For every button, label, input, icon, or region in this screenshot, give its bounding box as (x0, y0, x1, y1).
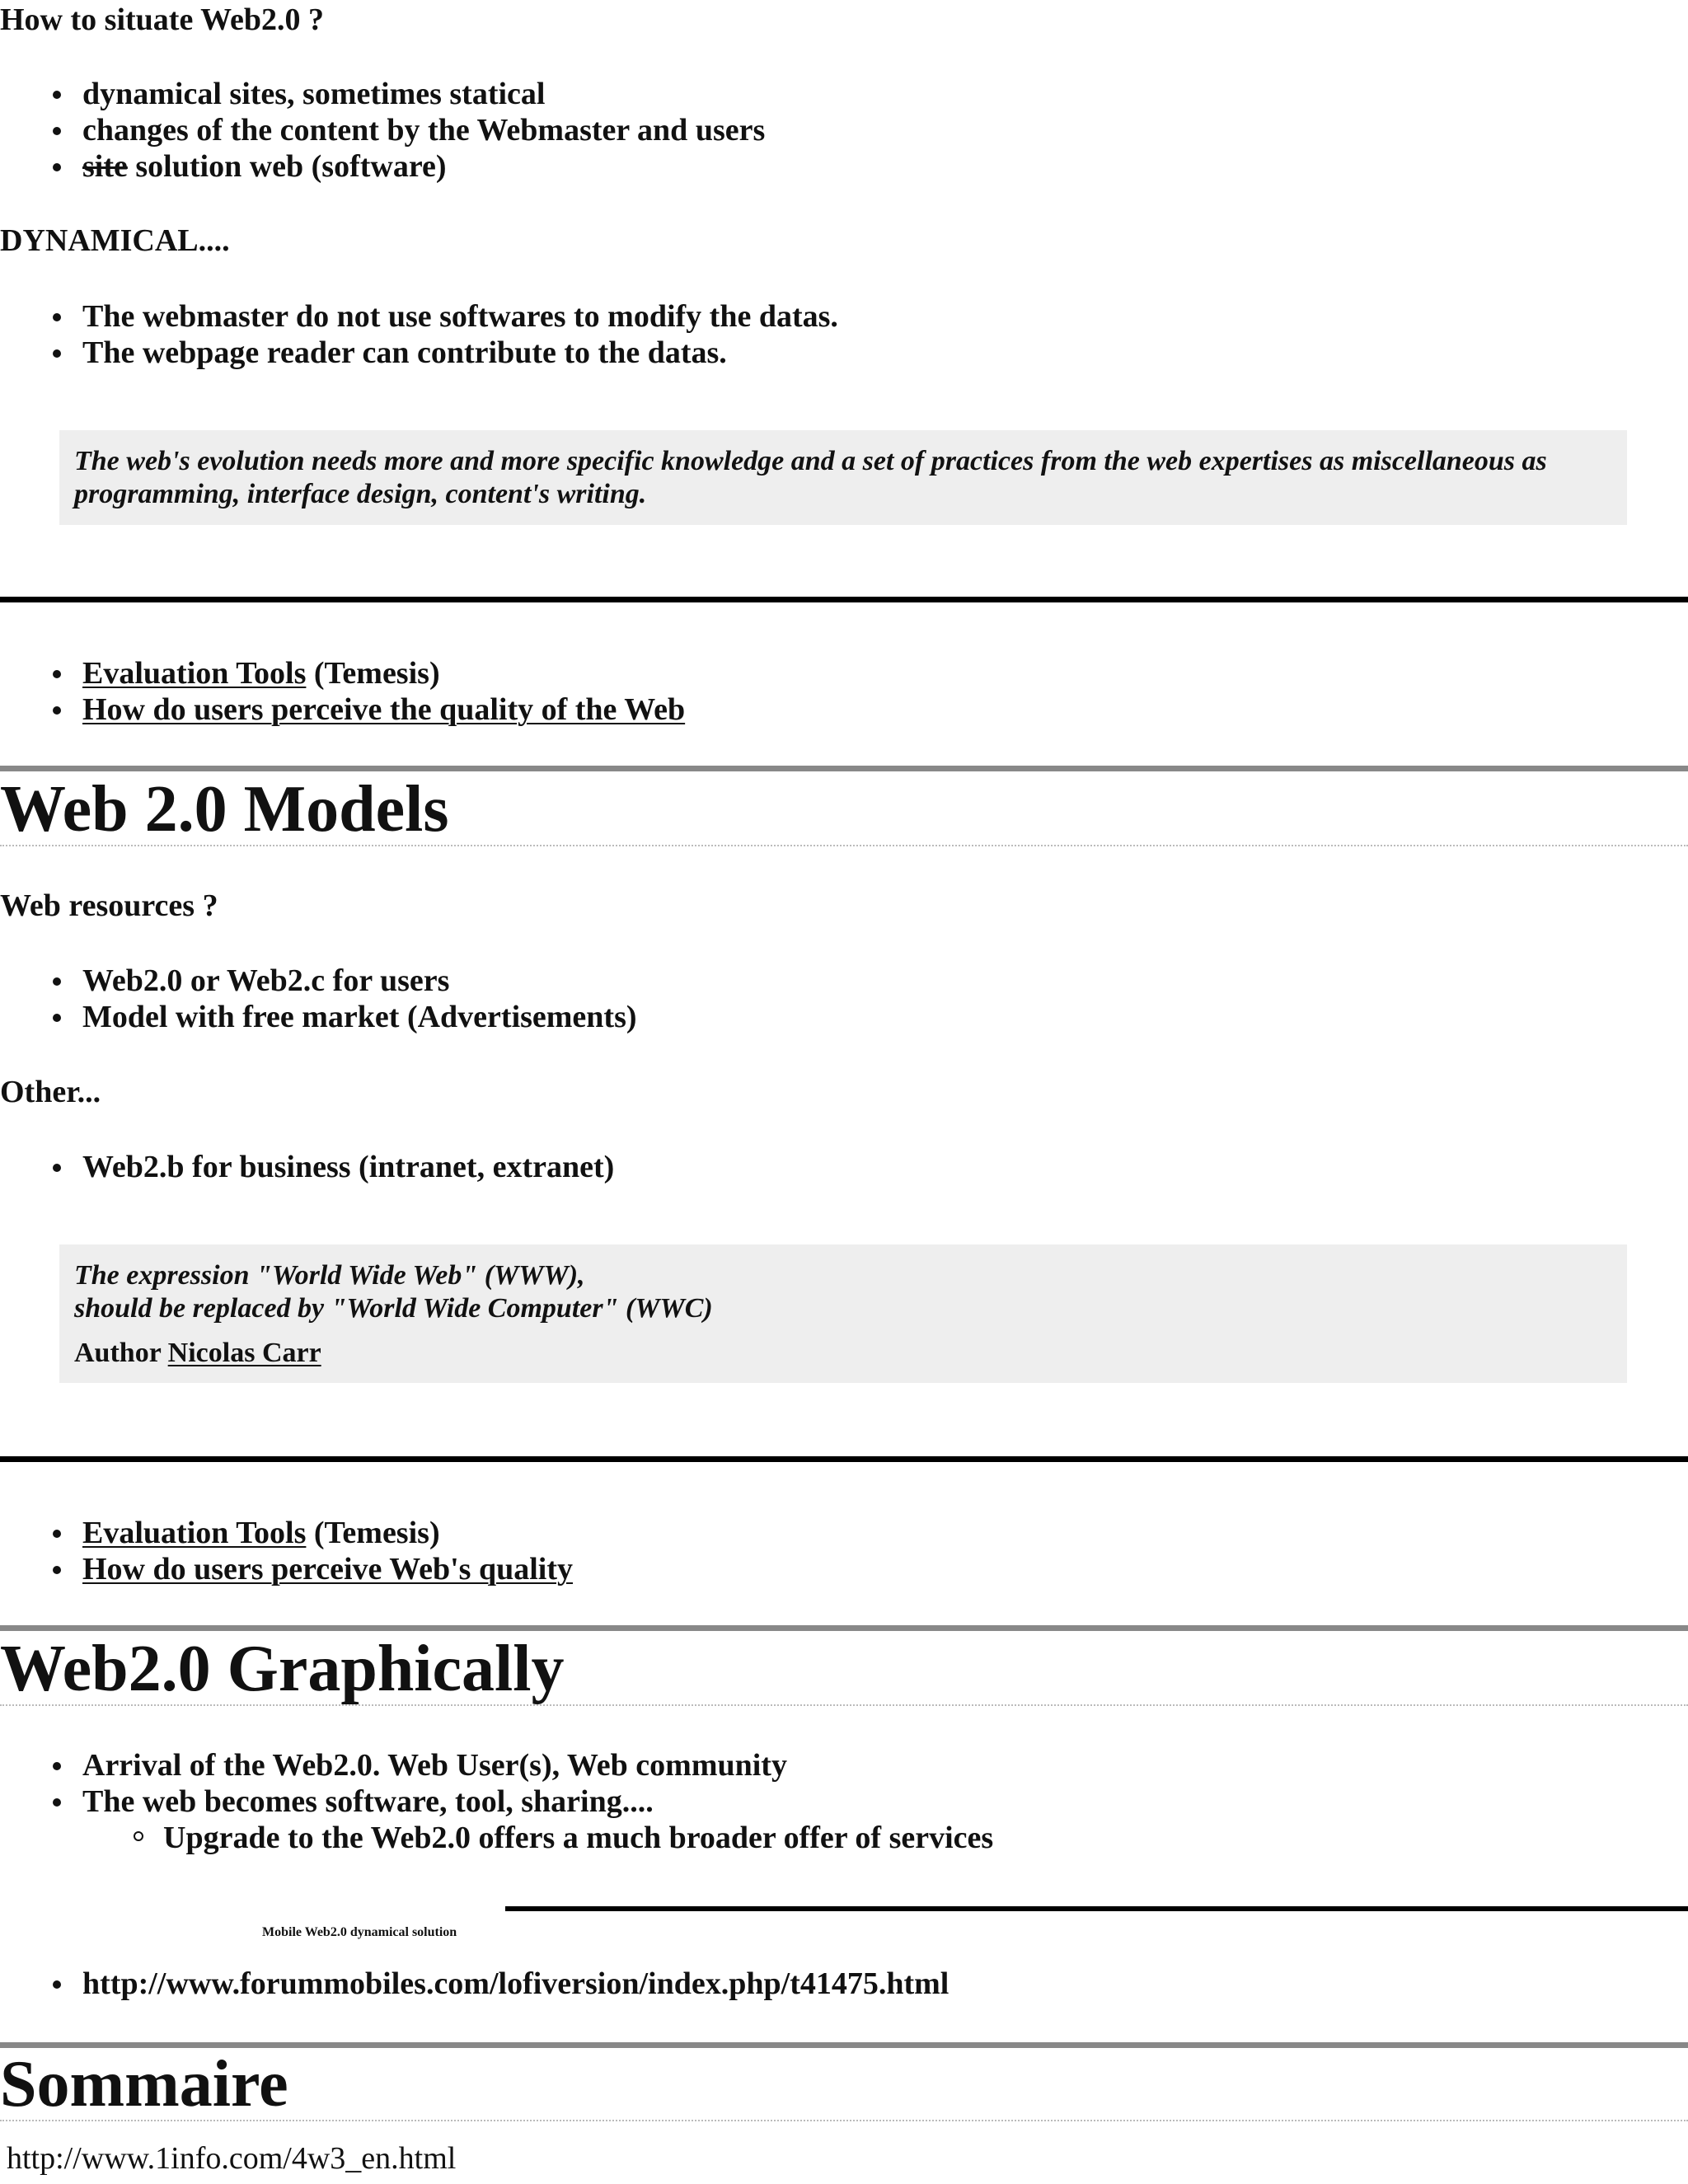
divider (0, 766, 1688, 771)
author-label: Author (74, 1338, 168, 1368)
bullet-list-mobile-link (0, 1966, 949, 2002)
subtitle-other: Other... (0, 1075, 101, 1109)
divider (0, 597, 1688, 602)
sub-list (82, 1820, 993, 1856)
quote-line: should be replaced by "World Wide Computer" (WWC) (74, 1293, 713, 1324)
list-item-text: The web becomes software, tool, sharing.... (82, 1784, 654, 1819)
list-item (82, 1515, 573, 1551)
list-item: Web2.b for business (intranet, extranet) (82, 1150, 615, 1184)
author-link[interactable]: Nicolas Carr (167, 1338, 321, 1368)
link-suffix: (Temesis) (306, 656, 440, 691)
web-quality-link[interactable]: How do users perceive Web's quality (82, 1552, 574, 1586)
heading-web-graphically: Web2.0 Graphically (0, 1633, 565, 1705)
bullet-list-dynamical (0, 298, 838, 371)
subtitle-web-resources: Web resources ? (0, 888, 218, 923)
list-item: Web2.0 or Web2.c for users (82, 963, 637, 999)
quote-author (74, 1337, 1612, 1370)
list-item: dynamical sites, sometimes statical (82, 76, 765, 112)
nav-list-2 (0, 1515, 573, 1587)
bullet-list-graphically (0, 1747, 993, 1856)
quote-block-evolution (59, 430, 1627, 525)
divider (0, 1456, 1688, 1462)
dotted-divider (0, 2120, 1688, 2121)
list-item: changes of the content by the Webmaster and users (82, 113, 766, 148)
bullet-list-other (0, 1149, 614, 1185)
list-item (82, 148, 765, 185)
bullet-list-situate (0, 76, 765, 185)
dotted-divider (0, 1704, 1688, 1706)
quote-block-www (59, 1244, 1627, 1383)
dotted-divider (0, 845, 1688, 846)
evaluation-tools-link[interactable]: Evaluation Tools (82, 656, 307, 691)
list-item: http://www.forummobiles.com/lofiversion/index.php/t41475.html (82, 1966, 950, 2001)
sub-list-item: Upgrade to the Web2.0 offers a much broader offer of services (163, 1821, 994, 1855)
quote-text: The web's evolution needs more and more specific knowledge and a set of practices from the web expertises as miscellaneous as programming, interface design, content's writing. (74, 446, 1547, 509)
list-item (82, 1783, 993, 1856)
list-item: Arrival of the Web2.0. Web User(s), Web community (82, 1747, 993, 1783)
list-item: The webpage reader can contribute to the datas. (82, 335, 838, 371)
subtitle-dynamical: DYNAMICAL.... (0, 223, 230, 258)
quote-line: The expression "World Wide Web" (WWW), (74, 1260, 585, 1291)
heading-web-models: Web 2.0 Models (0, 773, 449, 846)
image-placeholder-bar (505, 1906, 1688, 1911)
subtitle-how-to-situate: How to situate Web2.0 ? (0, 2, 325, 37)
footer-url: http://www.1info.com/4w3_en.html (7, 2141, 457, 2176)
heading-sommaire: Sommaire (0, 2048, 288, 2121)
quality-of-web-link[interactable]: How do users perceive the quality of the Web (82, 692, 686, 727)
link-suffix: (Temesis) (306, 1516, 440, 1550)
nav-list-1 (0, 655, 685, 728)
list-item: The webmaster do not use softwares to modify the datas. (82, 299, 838, 334)
list-item (82, 691, 685, 728)
struck-text: site (82, 149, 128, 184)
evaluation-tools-link[interactable]: Evaluation Tools (82, 1516, 307, 1550)
list-item-text: solution web (software) (127, 149, 447, 184)
list-item (82, 655, 685, 691)
list-item: Model with free market (Advertisements) (82, 1000, 637, 1034)
divider (0, 1625, 1688, 1631)
list-item (82, 1551, 573, 1587)
bullet-list-resources (0, 963, 637, 1035)
image-caption: Mobile Web2.0 dynamical solution (262, 1925, 457, 1939)
